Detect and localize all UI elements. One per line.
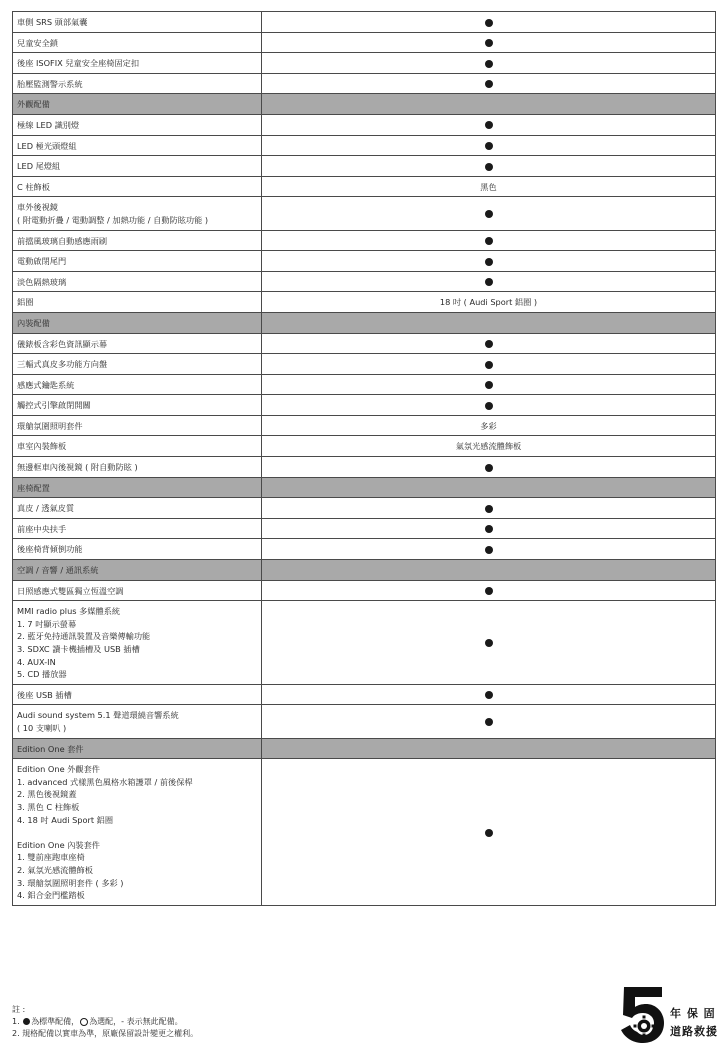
spec-row	[13, 251, 716, 272]
spec-value	[262, 705, 716, 738]
standard-equipment-dot-icon	[485, 278, 493, 286]
spec-value	[262, 114, 716, 135]
spec-row	[13, 53, 716, 74]
standard-equipment-dot-icon	[485, 361, 493, 369]
section-spacer	[262, 477, 716, 498]
standard-equipment-dot-icon	[485, 505, 493, 513]
spec-row	[13, 73, 716, 94]
standard-equipment-dot-icon	[485, 163, 493, 171]
spec-label: 兒童安全鎖	[13, 32, 262, 53]
spec-row	[13, 333, 716, 354]
spec-label: 車側 SRS 頭部氣囊	[13, 12, 262, 33]
spec-value: 氣氛光感流體飾板	[262, 436, 716, 457]
standard-equipment-dot-icon	[485, 546, 493, 554]
section-header-row	[13, 738, 716, 759]
spec-label: 胎壓監測警示系統	[13, 73, 262, 94]
section-header-row	[13, 312, 716, 333]
spec-label: 日照感應式雙區獨立恆溫空調	[13, 580, 262, 601]
spec-row	[13, 539, 716, 560]
standard-equipment-dot-icon	[485, 639, 493, 647]
spec-value	[262, 354, 716, 375]
spec-value	[262, 374, 716, 395]
spec-table	[12, 11, 716, 906]
section-title: Edition One 套件	[13, 738, 262, 759]
standard-equipment-dot-icon	[485, 19, 493, 27]
standard-equipment-dot-icon	[485, 39, 493, 47]
section-spacer	[262, 94, 716, 115]
spec-value	[262, 32, 716, 53]
spec-label: 極線 LED 識別燈	[13, 114, 262, 135]
spec-value	[262, 135, 716, 156]
spec-label: 車外後視鏡 ( 附電動折疊 / 電動調整 / 加熱功能 / 自動防眩功能 )	[13, 197, 262, 230]
note-1-prefix: 1.	[12, 1017, 20, 1026]
spec-value	[262, 580, 716, 601]
spec-label: 環艙氛圍照明套件	[13, 415, 262, 436]
spec-label: 前座中央扶手	[13, 518, 262, 539]
spec-value	[262, 53, 716, 74]
standard-equipment-dot-icon	[485, 237, 493, 245]
spec-row	[13, 135, 716, 156]
spec-label: LED 尾燈組	[13, 156, 262, 177]
optional-circle-icon	[80, 1018, 88, 1026]
standard-equipment-dot-icon	[485, 525, 493, 533]
standard-equipment-dot-icon	[485, 587, 493, 595]
spec-row	[13, 197, 716, 230]
spec-row	[13, 601, 716, 685]
spec-label: Edition One 外觀套件 1. advanced 式樣黑色風格水箱護罩 / 前後保桿 2. 黑色後視鏡蓋 3. 黑色 C 柱飾板 4. 18 吋 Audi Sport 鋁圈 Edition One 內裝套件 1. 雙前座跑車座椅 2. 氣氛光感流體飾板 3. 環艙氛圍照明套件 ( 多彩 ) 4. 鋁合金門檻踏板	[13, 759, 262, 906]
standard-equipment-dot-icon	[485, 142, 493, 150]
footer-notes	[12, 1004, 198, 1040]
section-title: 內裝配備	[13, 312, 262, 333]
note-1	[12, 1016, 198, 1028]
spec-label: MMI radio plus 多媒體系統 1. 7 吋顯示螢幕 2. 藍牙免持通訊裝置及音樂傳輸功能 3. SDXC 讀卡機插槽及 USB 插槽 4. AUX-IN 5. CD 播放器	[13, 601, 262, 685]
spec-value	[262, 251, 716, 272]
spec-label: 車室內裝飾板	[13, 436, 262, 457]
spec-label: 感應式鑰匙系統	[13, 374, 262, 395]
note-1-optional-text: 為選配，- 表示無此配備。	[89, 1017, 183, 1026]
section-spacer	[262, 312, 716, 333]
spec-table-body	[13, 12, 716, 906]
note-2: 2. 規格配備以實車為準，原廠保留設計變更之權利。	[12, 1029, 199, 1038]
spec-row	[13, 457, 716, 478]
spec-value: 多彩	[262, 415, 716, 436]
section-header-row	[13, 560, 716, 581]
spec-row	[13, 415, 716, 436]
spec-label: 觸控式引擎啟閉開關	[13, 395, 262, 416]
standard-equipment-dot-icon	[485, 340, 493, 348]
spec-row	[13, 705, 716, 738]
spec-row	[13, 354, 716, 375]
spec-value	[262, 230, 716, 251]
spec-value	[262, 684, 716, 705]
notes-heading: 註 :	[12, 1005, 26, 1014]
spec-value	[262, 333, 716, 354]
spec-label: C 柱飾板	[13, 176, 262, 197]
spec-row	[13, 498, 716, 519]
spec-label: 前擋風玻璃自動感應雨刷	[13, 230, 262, 251]
section-title: 座椅配置	[13, 477, 262, 498]
spec-row	[13, 518, 716, 539]
standard-equipment-dot-icon	[485, 121, 493, 129]
section-title: 空調 / 音響 / 通訊系統	[13, 560, 262, 581]
note-1-standard-text: 為標準配備，	[31, 1017, 80, 1026]
standard-equipment-dot-icon	[485, 258, 493, 266]
spec-label: 後座椅背傾倒功能	[13, 539, 262, 560]
standard-equipment-dot-icon	[485, 402, 493, 410]
spec-value	[262, 73, 716, 94]
spec-value	[262, 518, 716, 539]
spec-value: 18 吋 ( Audi Sport 鋁圈 )	[262, 292, 716, 313]
standard-equipment-dot-icon	[485, 829, 493, 837]
spec-row	[13, 12, 716, 33]
spec-label: 真皮 / 透氣皮質	[13, 498, 262, 519]
spec-row	[13, 580, 716, 601]
spec-value: 黑色	[262, 176, 716, 197]
spec-row	[13, 176, 716, 197]
roadside-assistance-text: 道路救援	[670, 1025, 718, 1038]
spec-value	[262, 197, 716, 230]
standard-equipment-dot-icon	[485, 381, 493, 389]
standard-equipment-dot-icon	[485, 464, 493, 472]
spec-row	[13, 230, 716, 251]
spec-label: 儀錶板含彩色資訊顯示幕	[13, 333, 262, 354]
spec-value	[262, 539, 716, 560]
spec-label: 後座 USB 插槽	[13, 684, 262, 705]
section-title: 外觀配備	[13, 94, 262, 115]
spec-label: 無邊框車內後視鏡 ( 附自動防眩 )	[13, 457, 262, 478]
spec-label: 淡色隔熱玻璃	[13, 271, 262, 292]
spec-row	[13, 114, 716, 135]
warranty-years-text: 年 保 固	[670, 1007, 716, 1020]
spec-label: 三輻式真皮多功能方向盤	[13, 354, 262, 375]
warranty-badge	[618, 985, 718, 1045]
spec-value	[262, 395, 716, 416]
spec-label: 後座 ISOFIX 兒童安全座椅固定扣	[13, 53, 262, 74]
spec-value	[262, 156, 716, 177]
spec-row	[13, 436, 716, 457]
spec-value	[262, 457, 716, 478]
section-header-row	[13, 477, 716, 498]
standard-equipment-dot-icon	[485, 60, 493, 68]
spec-row	[13, 684, 716, 705]
spec-label: 鋁圈	[13, 292, 262, 313]
spec-row	[13, 759, 716, 906]
section-header-row	[13, 94, 716, 115]
spec-value	[262, 271, 716, 292]
standard-equipment-dot-icon	[485, 691, 493, 699]
warranty-five-gear-icon	[618, 985, 666, 1045]
spec-value	[262, 498, 716, 519]
spec-row	[13, 395, 716, 416]
spec-value	[262, 759, 716, 906]
spec-row	[13, 292, 716, 313]
standard-equipment-dot-icon	[485, 80, 493, 88]
section-spacer	[262, 738, 716, 759]
spec-value	[262, 12, 716, 33]
spec-label: 電動啟閉尾門	[13, 251, 262, 272]
standard-equipment-dot-icon	[485, 210, 493, 218]
standard-dot-icon	[23, 1018, 30, 1025]
spec-label: LED 極光頭燈組	[13, 135, 262, 156]
standard-equipment-dot-icon	[485, 718, 493, 726]
spec-row	[13, 156, 716, 177]
spec-row	[13, 271, 716, 292]
spec-row	[13, 32, 716, 53]
spec-label: Audi sound system 5.1 聲道環繞音響系統 ( 10 支喇叭 )	[13, 705, 262, 738]
spec-row	[13, 374, 716, 395]
section-spacer	[262, 560, 716, 581]
spec-value	[262, 601, 716, 685]
